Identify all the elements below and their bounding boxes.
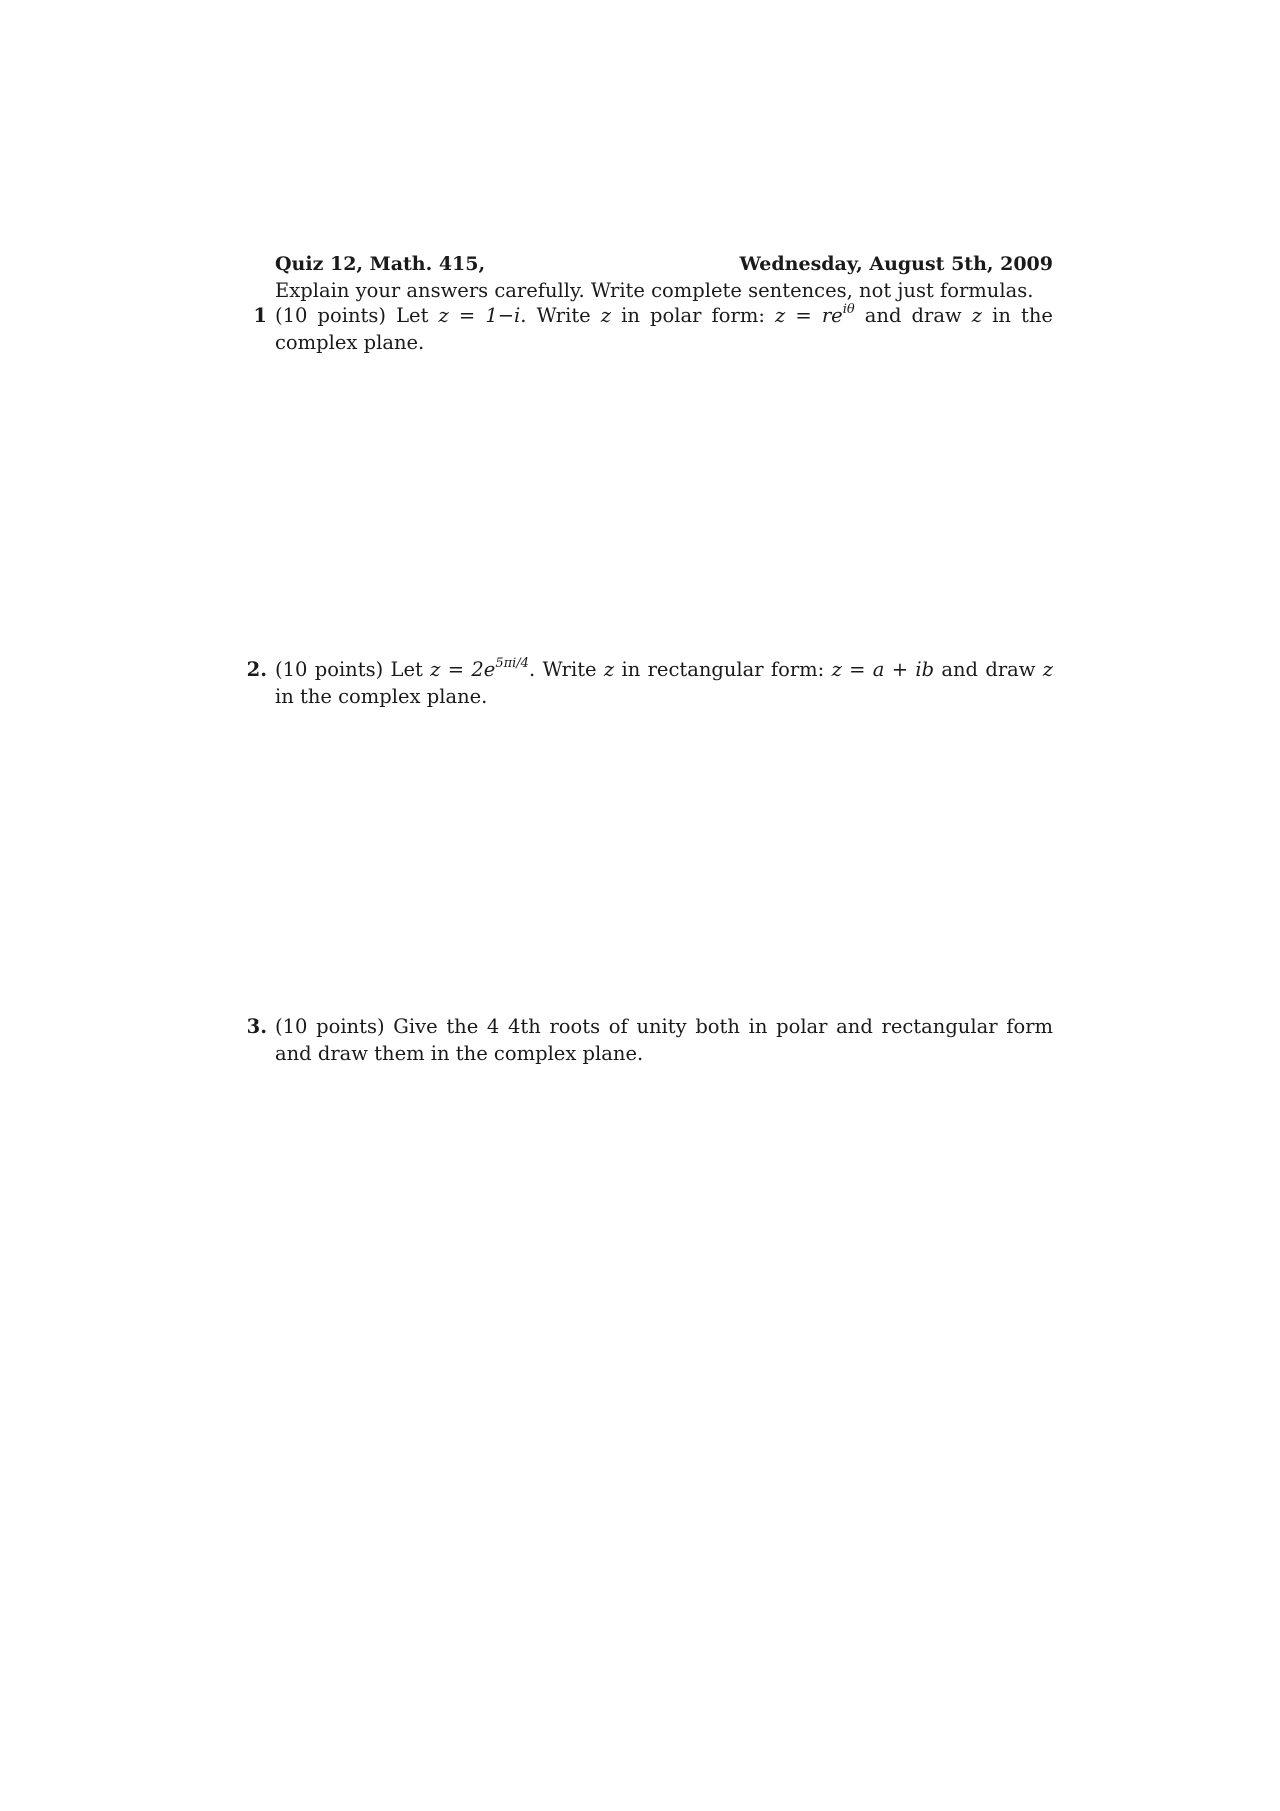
math-exponent: 5πi/4 <box>495 656 529 671</box>
question-text: in the complex plane. <box>275 304 1053 354</box>
period: . <box>528 658 536 681</box>
math-variable: z <box>1042 658 1054 681</box>
math-variable: z <box>600 304 612 327</box>
question-text: and draw <box>864 304 962 327</box>
math-equals: = <box>448 304 486 327</box>
math-rectangular-form: z = a + ib <box>831 658 935 681</box>
quiz-header <box>275 252 1053 276</box>
quiz-date: Wednesday, August 5th, 2009 <box>739 253 1053 275</box>
question-text: in the complex plane. <box>275 685 488 708</box>
question-text: in polar form: <box>621 304 765 327</box>
question-text: Write <box>542 658 597 681</box>
question-text: Give the 4 4th roots of unity both in polar and rectangular form and draw them in the complex plane. <box>275 1015 1054 1065</box>
math-variable: z <box>775 304 786 327</box>
question-points: (10 points) <box>275 658 384 681</box>
question-points: (10 points) <box>275 1015 385 1038</box>
math-polar-base: re <box>821 304 843 327</box>
question-1 <box>253 302 1053 356</box>
math-variable: z <box>603 658 615 681</box>
math-variable: z <box>438 304 449 327</box>
period: . <box>520 304 527 327</box>
question-text: Write <box>536 304 591 327</box>
quiz-title: Quiz 12, Math. 415, <box>275 253 486 275</box>
question-number: 2. <box>246 658 267 681</box>
question-let: Let <box>396 304 429 327</box>
question-3 <box>246 1013 1054 1067</box>
question-points: (10 points) <box>275 304 386 327</box>
math-variable: z <box>971 304 983 327</box>
question-number: 1 <box>253 304 267 327</box>
question-2 <box>246 656 1054 710</box>
math-value: 1−i <box>485 304 521 327</box>
question-let: Let <box>390 658 423 681</box>
math-exponent: iθ <box>842 302 855 317</box>
math-exponential-base: 2e <box>471 658 496 681</box>
question-text: in rectangular form: <box>621 658 825 681</box>
question-text: and draw <box>941 658 1036 681</box>
instructions: Explain your answers carefully. Write complete sentences, not just formulas. <box>275 279 1034 302</box>
math-equals: = <box>440 658 472 681</box>
math-variable: z <box>430 658 441 681</box>
question-number: 3. <box>246 1015 267 1038</box>
math-equals: = <box>785 304 822 327</box>
